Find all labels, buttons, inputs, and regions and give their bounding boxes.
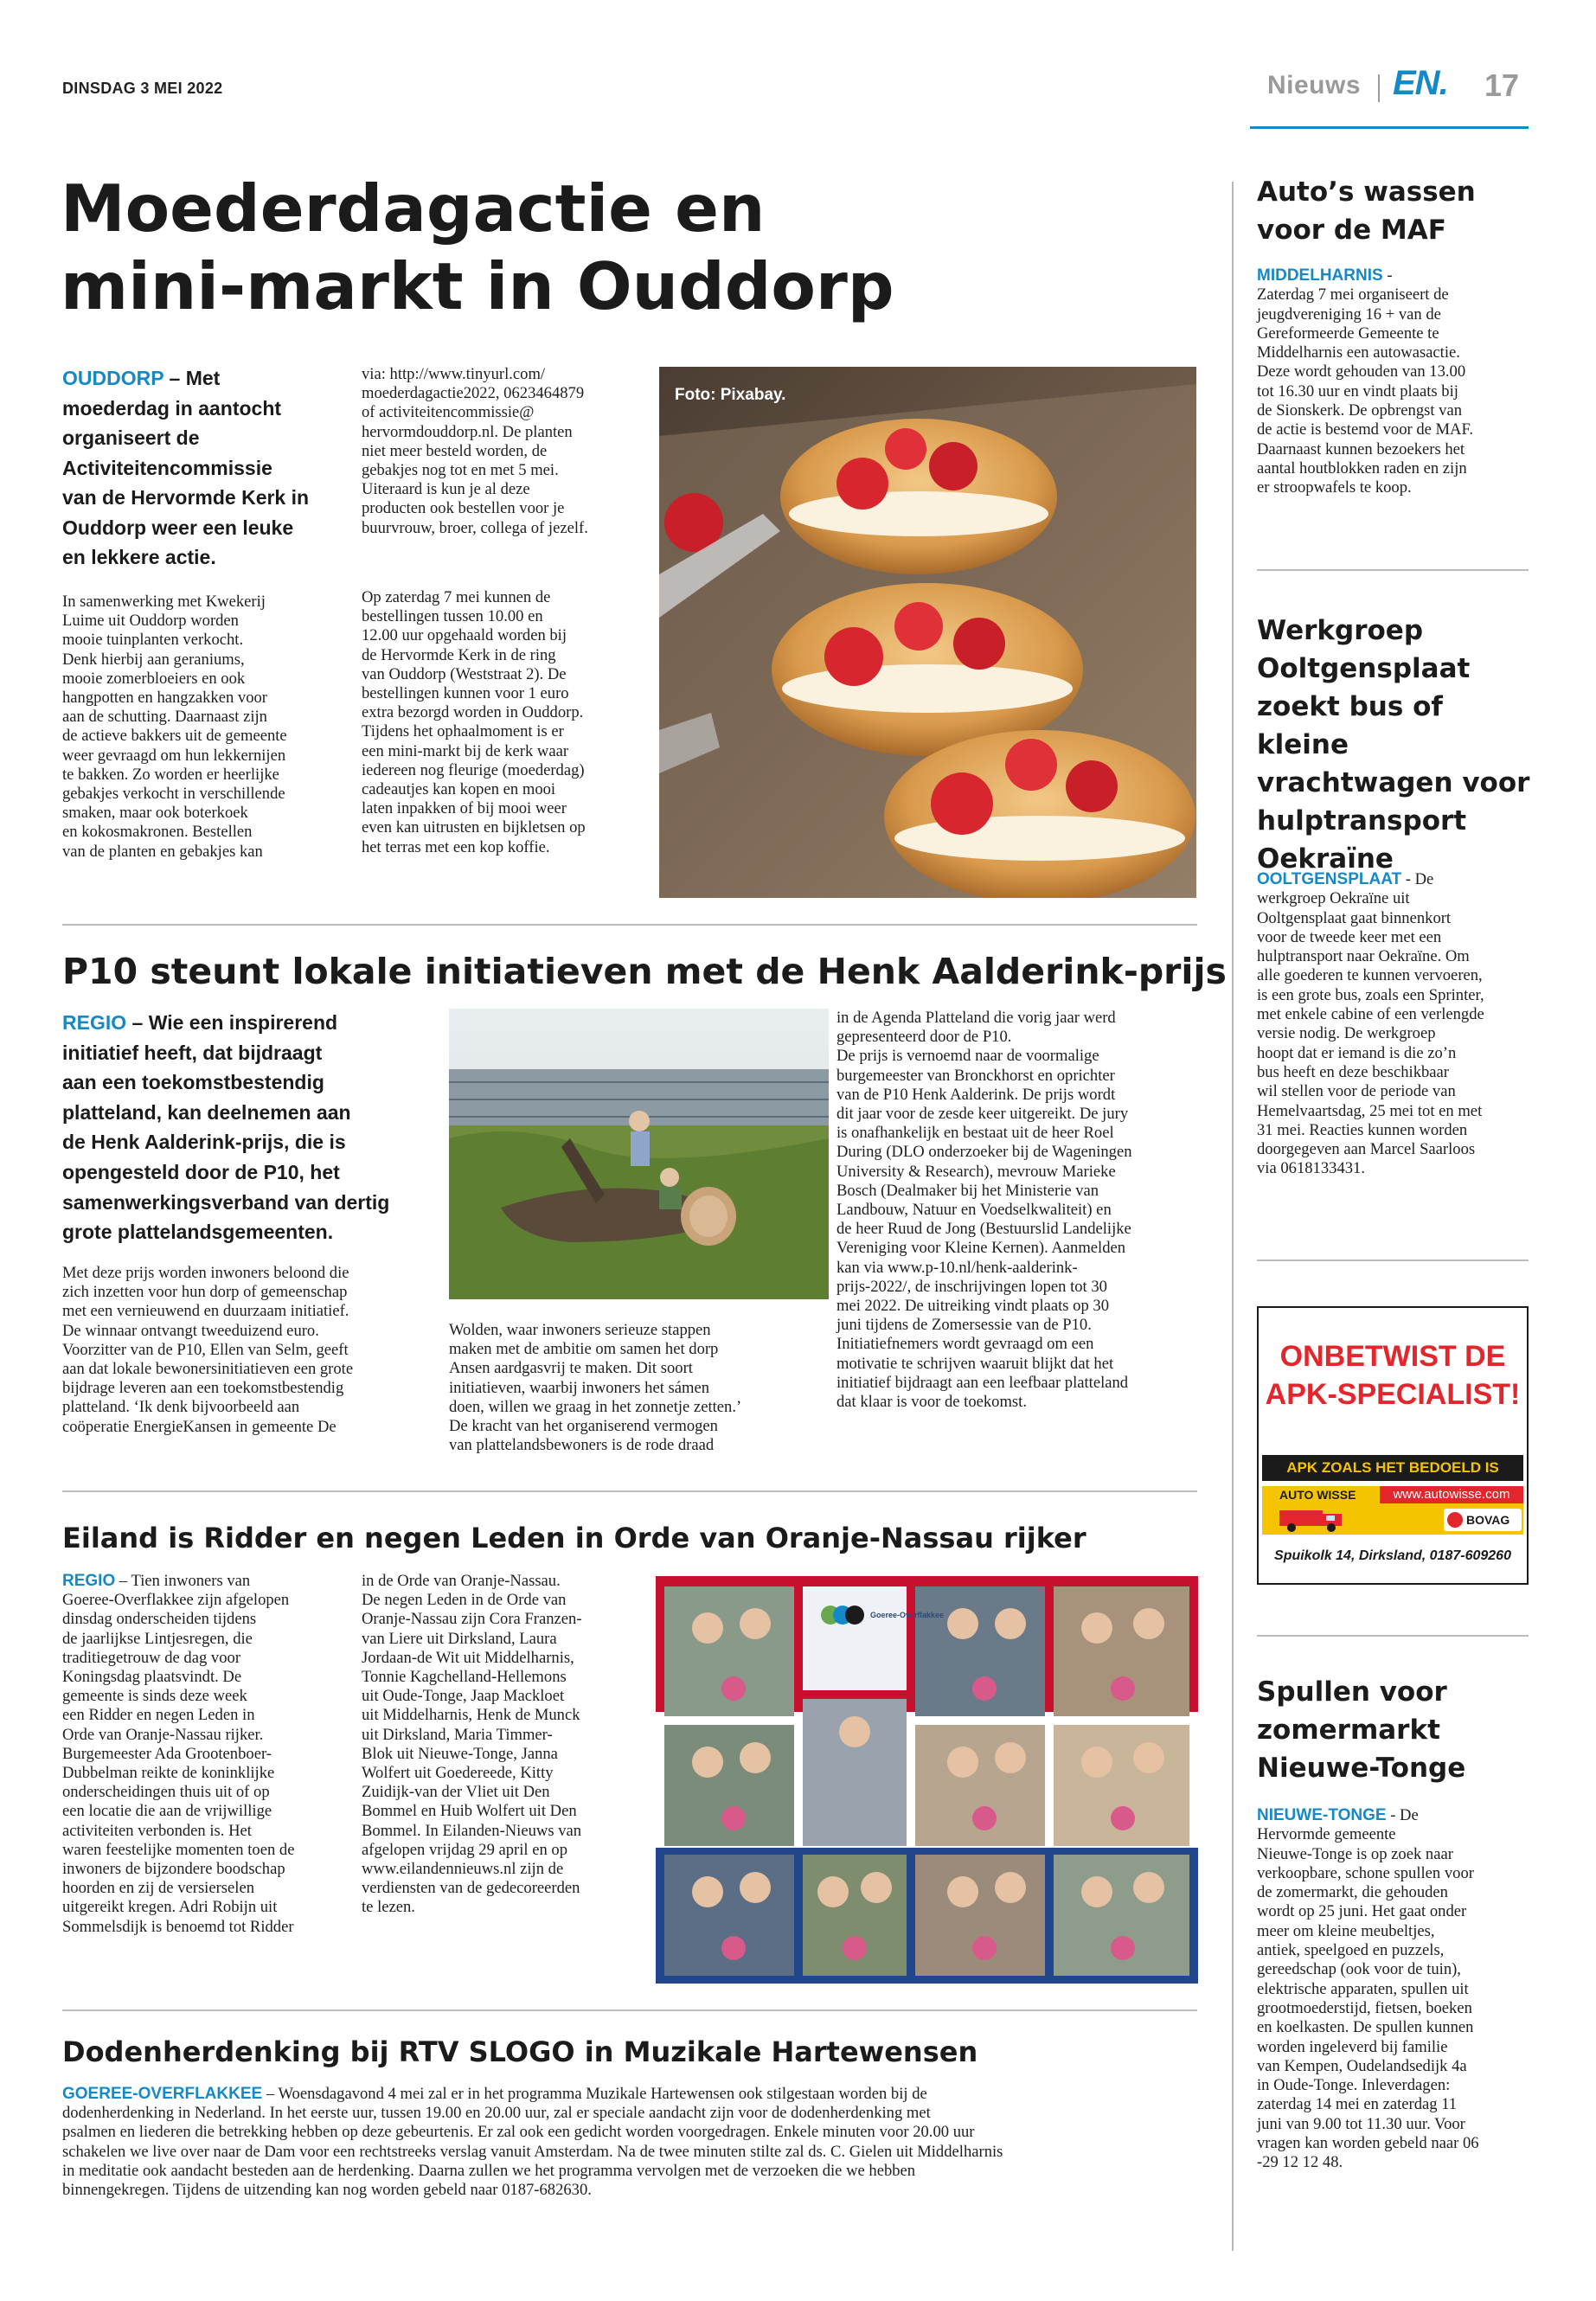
rule-after-article1 — [62, 924, 1197, 926]
section-divider — [1378, 74, 1380, 102]
issue-date: DINSDAG 3 MEI 2022 — [62, 80, 223, 97]
apk-advertisement[interactable] — [1257, 1306, 1529, 1585]
article3-kicker: REGIO — [62, 1572, 116, 1590]
sidebar-item1-title: Auto’s wassen voor de MAF — [1257, 176, 1476, 246]
article4-headline: Dodenherdenking bij RTV SLOGO in Muzikale Hartewensen — [62, 2035, 978, 2068]
ad-address: Spuikolk 14, Dirksland, 0187-609260 — [1274, 1548, 1511, 1563]
newspaper-logo: EN. — [1393, 64, 1448, 102]
sidebar-item3-dash: - De — [1386, 1806, 1419, 1824]
article1-kicker: OUDDORP — [62, 367, 164, 389]
collage-municipality-logo-text: Goeree-Overflakkee — [870, 1611, 945, 1619]
rule-after-article3 — [62, 2009, 1197, 2011]
section-label: Nieuws — [1267, 71, 1362, 99]
article3-col1-text: – Tien inwoners van Goeree-Overflakkee zijn afgelopen dinsdag onderscheiden tijdens de jaarlijkse Lintjesregen, die traditiegetrouw de dag voor Koningsdag plaatsvindt. De gemeente is sinds deze week een Ridder en negen Leden in Orde van Oranje-Nassau rijker. Burgemeester Ada Grootenboer- Dubbelman reikte de koninklijke onderscheidingen thuis uit of op een locatie die aan de vrijwillige activiteiten verbonden is. Het waren feestelijke momenten toen de inwoners de bijzondere boodschap hoorden en zij de versierselen uitgereikt kregen. Adri Robijn uit Sommelsdijk is benoemd tot Ridder — [62, 1572, 295, 1936]
article4-body — [62, 2085, 1204, 2200]
article1-headline — [61, 170, 894, 325]
header-rule — [1250, 126, 1529, 129]
article2-col1: Met deze prijs worden inwoners beloond die zich inzetten voor hun dorp of gemeenschap met een vernieuwend en duurzaam initiatief. De winnaar ontvangt tweeduizend euro. Voorzitter van de P10, Ellen van Selm, geeft aan dat lokale bewonersinitiatieven een grote bijdrage leveren aan een toekomstbestendig platteland. ‘Ik denk bijvoorbeeld aan coöperatie EnergieKansen in gemeente De — [62, 1264, 354, 1436]
sidebar-item3-text: Hervormde gemeente Nieuwe-Tonge is op zoek naar verkoopbare, schone spullen voor de zomermarkt, die gehouden wordt op 25 juni. Het gaat onder meer om kleine meubeltjes, antiek, speelgoed en puzzels, gereedschap (ook voor de tuin), elektrische apparaten, spullen uit grootmoederstijd, fietsen, boeken en koelkasten. De spullen kunnen worden ingeleverd bij familie van Kempen, Oudelandsedijk 4a in Oude-Tonge. Inleverdagen: zaterdag 14 mei en zaterdag 11 juni van 9.00 tot 11.30 uur. Voor vragen kan worden gebeld naar 06 -29 12 12 48. — [1257, 1825, 1479, 2172]
sidebar-rule-1 — [1257, 569, 1529, 571]
article4-kicker: GOEREE-OVERFLAKKEE — [62, 2085, 263, 2103]
ad-headline-line2: APK-SPECIALIST! — [1265, 1378, 1521, 1411]
photo-credit: Foto: Pixabay. — [675, 386, 786, 404]
article2-headline: P10 steunt lokale initiatieven met de Henk Aalderink-prijs — [62, 951, 1227, 992]
article1-col1: In samenwerking met Kwekerij Luime uit Ouddorp worden mooie tuinplanten verkocht. Denk hierbij aan geraniums, mooie zomerbloeiers en ook hangpotten en hangzakken voor aan de schutting. Daarnaast zijn de actieve bakkers uit de gemeente weer gevraagd om hun lekkernijen te bakken. Zo worden er heerlijke gebakjes verkocht in verschillende smaken, maar ook boterkoek en kokosmakronen. Bestellen van de planten en gebakjes kan — [62, 593, 287, 861]
bovag-logo — [1444, 1509, 1522, 1531]
article2-kicker: REGIO — [62, 1011, 127, 1034]
page-number: 17 — [1484, 67, 1520, 103]
ad-website[interactable]: www.autowisse.com — [1380, 1486, 1523, 1503]
ad-yellow-band — [1262, 1486, 1523, 1535]
article4-body-text: – Woensdagavond 4 mei zal er in het programma Muzikale Hartewensen ook stilgestaan worden bij de dodenherdenking in Nederland. In het eerste uur, tussen 19.00 en 20.00 uur, zal er speciale aandacht zijn voor de dodenherdenking met psalmen en liederen die betrekking hebben op deze gebeurtenis. Er zal ook een gedicht worden voorgedragen. Enkele minuten voor 20.00 uur schakelen we live over naar de Dam voor een rechtstreeks verslag vanuit Amsterdam. Na de twee minuten stilte zal ds. C. Gielen uit Middelharnis in meditatie ook aandacht besteden aan de herdenking. Daarna zullen we het programma vervolgen met de verzoeken die we hebben binnengekregen. Tijdens de uitzending kan nog worden gebeld naar 0187-682630. — [62, 2085, 1003, 2200]
article3-col1 — [62, 1572, 348, 1937]
pastry-photo — [659, 367, 1196, 898]
sidebar-item1-text: Zaterdag 7 mei organiseert de jeugdvereniging 16 + van de Gereformeerde Gemeente te Middelharnis een autowasactie. Deze wordt gehouden van 13.00 tot 16.30 uur en vindt plaats bij de Sionskerk. De opbrengst van de actie is bestemd voor de MAF. Daarnaast kunnen bezoekers het aantal houtblokken raden en zijn er stroopwafels te koop. — [1257, 285, 1473, 497]
sidebar-item3-body — [1257, 1806, 1534, 2173]
sidebar-item1-dash: - — [1382, 266, 1393, 285]
truck-icon — [1278, 1503, 1350, 1533]
article2-lead — [62, 1008, 443, 1247]
bovag-text: BOVAG — [1466, 1513, 1510, 1527]
article3-col2: in de Orde van Oranje-Nassau. De negen Leden in de Orde van Oranje-Nassau zijn Cora Franzen- van Liere uit Dirksland, Laura Jordaan-de Wit uit Middelharnis, Tonnie Kagchelland-Hellemons uit Oude-Tonge, Jaap Mackloet uit Middelharnis, Henk de Munck uit Dirksland, Maria Timmer- Blok uit Nieuwe-Tonge, Janna Wolfert uit Goedereede, Kitty Zuidijk-van der Vliet uit Den Bommel en Huib Wolfert uit Den Bommel. In Eilanden-Nieuws van afgelopen vrijdag 29 april en op www.eilandennieuws.nl zijn de verdiensten van de gedecoreerden te lezen. — [362, 1572, 582, 1917]
bovag-icon — [1447, 1512, 1463, 1528]
article1-headline-line1: Moederdagactie en — [61, 170, 766, 247]
article1-col2b: Op zaterdag 7 mei kunnen de bestellingen tussen 10.00 en 12.00 uur opgehaald worden bij de Hervormde Kerk in de ring van Ouddorp (Weststraat 2). De bestellingen kunnen voor 1 euro extra bezorgd worden in Ouddorp. Tijdens het ophaalmoment is er een mini-markt bij de kerk waar iedereen nog fleurige (moederdag) cadeautjes kan kopen en mooi laten inpakken of bij mooi weer even kan uitrusten en bijkletsen op het terras met een kop koffie. — [362, 588, 586, 856]
article3-headline: Eiland is Ridder en negen Leden in Orde van Oranje-Nassau rijker — [62, 1522, 1086, 1554]
rule-after-article2 — [62, 1490, 1197, 1492]
ad-headline-line1: ONBETWIST DE — [1279, 1340, 1506, 1373]
sidebar-item2-text: werkgroep Oekraïne uit Ooltgensplaat gaat binnenkort voor de tweede keer met een hulptransport naar Oekraïne. Om alle goederen te kunnen vervoeren, is een grote bus, zoals een Sprinter, met enkele cabine of een verlengde versie nodig. De werkgroep hoopt dat er iemand is die zo’n bus heeft en deze beschikbaar wil stellen voor de periode van Hemelvaartsdag, 25 mei tot en met 31 mei. Reacties kunnen worden doorgegeven aan Marcel Saarloos via 0618133431. — [1257, 889, 1484, 1178]
article1-lead-text: – Met moederdag in aantocht organiseert de Activiteitencommissie van de Hervormde Kerk in Ouddorp weer een leuke en lekkere actie. — [62, 367, 310, 568]
sidebar-item2-body — [1257, 870, 1534, 1179]
article1-headline-line2: mini-markt in Ouddorp — [61, 248, 894, 324]
ad-brand: AUTO WISSE — [1279, 1488, 1356, 1502]
sidebar-rule-2 — [1257, 1259, 1529, 1261]
sidebar-item2-dash: - De — [1401, 870, 1434, 888]
article2-col3: in de Agenda Platteland die vorig jaar werd gepresenteerd door de P10. De prijs is vernoemd naar de voormalige burgemeester van Bronckhorst en oprichter van de P10 Henk Aalderink. De prijs wordt dit jaar voor de zesde keer uitgereikt. De jury is onafhankelijk en bestaat uit de heer Roel During (DLO onderzoeker bij de Wageningen University & Research), mevrouw Marieke Bosch (Dealmaker bij het Ministerie van Landbouw, Natuur en Voedselkwaliteit) en de heer Ruud de Jong (Bestuurslid Landelijke Vereniging voor Kleine Kernen). Aanmelden kan via www.p-10.nl/henk-aalderink- prijs-2022/, de inschrijvingen lopen tot 30 mei 2022. De uitreiking vindt plaats op 30 juni tijdens de Zomersessie van de P10. Initiatiefnemers wordt gevraagd om een motivatie te schrijven waaruit blijkt dat het initiatief bijdraagt aan een leefbaar platteland dat klaar is voor de toekomst. — [836, 1009, 1132, 1412]
article1-lead — [62, 363, 348, 573]
sidebar-rule-3 — [1257, 1635, 1529, 1637]
ad-banner: APK ZOALS HET BEDOELD IS — [1262, 1455, 1523, 1481]
article2-lead-text: – Wie een inspirerend initiatief heeft, dat bijdraagt aan een toekomstbestendig platteland, kan deelnemen aan de Henk Aalderink-prijs, die is opengesteld door de P10, het samenwerkingsverband van dertig grote plattelandsgemeenten. — [62, 1011, 390, 1244]
sidebar-item2-kicker: OOLTGENSPLAAT — [1257, 870, 1402, 888]
article1-col2a: via: http://www.tinyurl.com/ moederdagactie2022, 0623464879 of activiteitencommissie@ hervormdouddorp.nl. De planten niet meer besteld worden, de gebakjes nog tot en met 5 mei. Uiteraard is kun je al deze producten ook bestellen voor je buurvrouw, broer, collega of jezelf. — [362, 365, 588, 537]
sidebar-item1-body — [1257, 266, 1534, 498]
sidebar-item3-title: Spullen voor zomermarkt Nieuwe-Tonge — [1257, 1676, 1466, 1784]
sidebar-item3-kicker: NIEUWE-TONGE — [1257, 1806, 1387, 1824]
sidebar-item2-title: Werkgroep Ooltgensplaat zoekt bus of kleine vrachtwagen voor hulptransport Oekraïne — [1257, 615, 1530, 875]
article2-col2: Wolden, waar inwoners serieuze stappen maken met de ambitie om samen het dorp Ansen aardgasvrij te maken. Dit soort initiatieven, waarbij inwoners het sámen doen, willen we graag in het zonnetje zetten.’ De kracht van het organiserend vermogen van plattelandsbewoners is de rode draad — [449, 1321, 742, 1455]
decorated-citizens-collage — [656, 1576, 1198, 1984]
sidebar-item1-kicker: MIDDELHARNIS — [1257, 266, 1383, 285]
sidebar-divider — [1232, 182, 1234, 2251]
tree-trunk-photo — [449, 1009, 829, 1299]
